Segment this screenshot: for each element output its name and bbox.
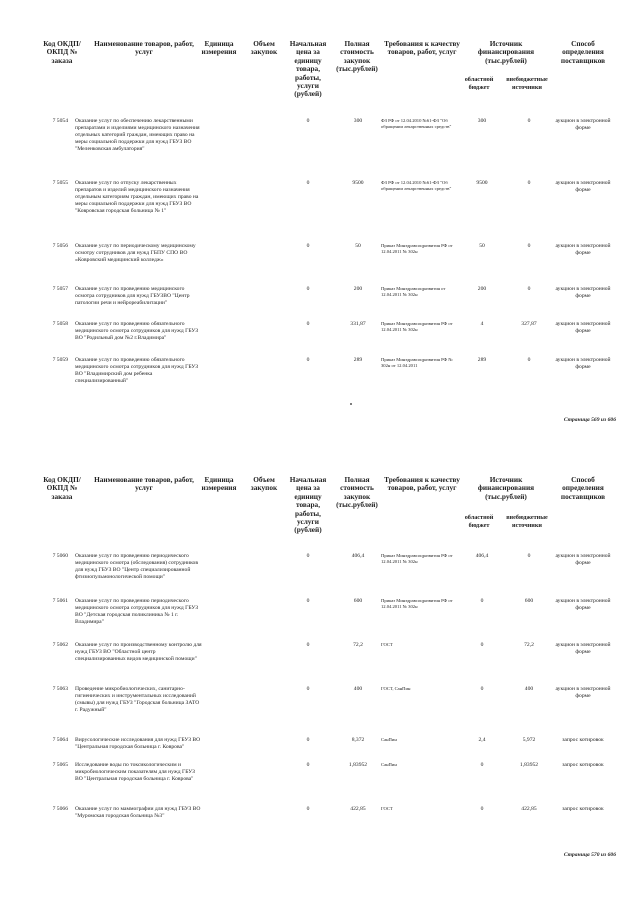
- row-full-cost: 72,2: [353, 642, 363, 648]
- header-name: Наименование товаров, работ, услуг: [94, 39, 194, 57]
- row-start-price: 0: [306, 118, 310, 124]
- row-regional: 2,4: [478, 737, 486, 743]
- row-extra: 1,83952: [519, 762, 539, 768]
- row-regional: 0: [480, 642, 484, 648]
- row-requirements: Приказ Минздравсоцразвития от 12.04.2011 № 302н: [381, 286, 446, 297]
- header-source: Источник финансирования (тыс.рублей): [477, 39, 535, 65]
- row-full-cost: 406,4: [351, 553, 365, 559]
- row-regional: 50: [479, 243, 485, 249]
- row-method: аукцион в электронной форме: [555, 357, 611, 370]
- row-start-price: 0: [306, 686, 310, 692]
- header-requirements: Требования к качеству товаров, работ, услуг: [384, 39, 460, 57]
- row-extra: 0: [527, 118, 531, 124]
- row-extra: 0: [527, 357, 531, 363]
- row-extra: 0: [527, 286, 531, 292]
- row-start-price: 0: [306, 321, 310, 327]
- header-method: Способ определения поставщиков: [560, 39, 606, 65]
- row-name: Исследование воды по токсикологическим и микробиологическим показателям для нужд ГБУЗ ВО "Центральная городская больница г. Коврова": [75, 762, 195, 782]
- row-code: 7 5055: [52, 180, 68, 186]
- row-name: Оказание услуг по проведению периодического медицинского осмотра (обследования) сотрудников для нужд ГБУЗ ВО "Центр специализированной фтизиопульмонологической помощи": [75, 553, 198, 580]
- header-source-extra: внебюджетные источники: [506, 514, 548, 529]
- header-requirements: Требования к качеству товаров, работ, услуг: [384, 475, 460, 493]
- header-volume: Объем закупок: [250, 475, 278, 493]
- row-full-cost: 400: [353, 686, 363, 692]
- header-volume: Объем закупок: [250, 39, 278, 57]
- row-requirements: Приказ Минздравсоцразвития РФ от 12.04.2011 № 302н: [381, 553, 453, 564]
- row-requirements: ФЗ РФ от 12.04.2010 №61-ФЗ "Об обращении лекарственных средств": [381, 180, 452, 191]
- row-code: 7 5066: [52, 806, 68, 812]
- row-name: Оказание услуг по проведению медицинского осмотра сотрудников для нужд ГБУЗВО "Центр патологии речи и нейрореабилитации": [75, 286, 190, 306]
- row-name: Вирусологические исследования для нужд ГБУЗ ВО "Центральная городская больница г. Коврова": [75, 737, 201, 750]
- row-method: аукцион в электронной форме: [555, 553, 611, 566]
- row-name: Оказание услуг по проведению обязательного медицинского осмотра сотрудников для нужд ГБУЗ ВО "Родильный дом №2 г.Владимира": [75, 321, 199, 341]
- header-start-price: Начальная цена за единицу товара, работы, услуги (рублей): [289, 475, 327, 535]
- row-code: 7 5057: [52, 286, 68, 292]
- row-regional: 9500: [476, 180, 488, 186]
- row-requirements: ГОСТ, СанПин: [381, 686, 411, 691]
- row-full-cost: 1,83952: [348, 762, 368, 768]
- row-regional: 406,4: [475, 553, 489, 559]
- header-code: Код ОКДП/ ОКПД № заказа: [43, 475, 81, 501]
- header-source: Источник финансирования (тыс.рублей): [477, 475, 535, 501]
- row-regional: 289: [477, 357, 487, 363]
- row-full-cost: 422,85: [350, 806, 366, 812]
- row-regional: 0: [480, 806, 484, 812]
- row-requirements: Приказ Минздравсоцразвития РФ от 12.04.2011 № 302н: [381, 598, 453, 609]
- row-code: 7 5058: [52, 321, 68, 327]
- row-requirements: ФЗ РФ от 12.04.2010 №61-ФЗ "Об обращении лекарственных средств": [381, 118, 452, 129]
- row-method: запрос котировок: [562, 762, 604, 768]
- row-requirements: ГОСТ: [381, 642, 393, 647]
- row-requirements: Приказ Минздравсоцразвития РФ от 12.04.2011 № 302н: [381, 321, 453, 332]
- row-full-cost: 289: [353, 357, 363, 363]
- row-method: аукцион в электронной форме: [555, 686, 611, 699]
- row-full-cost: 200: [353, 286, 363, 292]
- row-regional: 200: [477, 286, 487, 292]
- row-extra: 0: [527, 243, 531, 249]
- row-code: 7 5063: [52, 686, 68, 692]
- row-extra: 5,972: [522, 737, 536, 743]
- row-method: аукцион в электронной форме: [555, 118, 611, 131]
- header-unit: Единица измерения: [201, 39, 237, 57]
- row-start-price: 0: [306, 357, 310, 363]
- row-regional: 4: [480, 321, 484, 327]
- header-unit: Единица измерения: [201, 475, 237, 493]
- row-method: аукцион в электронной форме: [555, 180, 611, 193]
- row-full-cost: 9500: [352, 180, 364, 186]
- row-extra: 0: [527, 553, 531, 559]
- row-method: аукцион в электронной форме: [555, 598, 611, 611]
- row-method: аукцион в электронной форме: [555, 321, 611, 334]
- row-extra: 72,2: [524, 642, 534, 648]
- row-method: запрос котировок: [562, 737, 604, 743]
- header-source-regional: областной бюджет: [464, 514, 494, 529]
- row-full-cost: 50: [355, 243, 361, 249]
- row-regional: 0: [480, 762, 484, 768]
- header-source-regional: областной бюджет: [464, 76, 494, 91]
- row-start-price: 0: [306, 180, 310, 186]
- row-start-price: 0: [306, 243, 310, 249]
- row-extra: 327,87: [521, 321, 537, 327]
- row-code: 7 5054: [52, 118, 68, 124]
- page-footer: Страница 569 из 606: [563, 417, 616, 423]
- row-name: Оказание услуг по проведению обязательного медицинского осмотра сотрудников для нужд ГБУЗ ВО "Владимирский дом ребенка специализированный": [75, 357, 199, 384]
- header-full-cost: Полная стоимость закупок (тыс.рублей): [336, 475, 378, 510]
- row-name: Оказание услуг по маммографии для нужд ГБУЗ ВО "Муромская городская больница №3": [75, 806, 201, 819]
- row-code: 7 5064: [52, 737, 68, 743]
- row-regional: 300: [477, 118, 487, 124]
- row-requirements: СанПин: [381, 737, 397, 742]
- row-name: Оказание услуг по периодическому медицинскому осмотру сотрудников для нужд ГБПУ СПО ВО «Ковровский медицинский колледж»: [75, 243, 196, 263]
- row-name: Оказание услуг по отпуску лекарственных препаратов и изделий медицинского назначения отдельным категориям граждан, имеющих право на меры социальной поддержки для нужд ГБУЗ ВО "Ковровская городская больница № 1": [75, 180, 199, 214]
- row-start-price: 0: [306, 286, 310, 292]
- row-name: Оказание услуг по производственному контролю для нужд ГБУЗ ВО "Областной центр специализированных видов медицинской помощи": [75, 642, 202, 662]
- row-full-cost: 600: [353, 598, 363, 604]
- row-code: 7 5061: [52, 598, 68, 604]
- row-start-price: 0: [306, 762, 310, 768]
- row-extra: 0: [527, 180, 531, 186]
- row-start-price: 0: [306, 737, 310, 743]
- header-full-cost: Полная стоимость закупок (тыс.рублей): [336, 39, 378, 74]
- row-regional: 0: [480, 598, 484, 604]
- row-requirements: СанПин: [381, 762, 397, 767]
- row-regional: 0: [480, 686, 484, 692]
- row-method: аукцион в электронной форме: [555, 243, 611, 256]
- row-full-cost: 300: [353, 118, 363, 124]
- row-full-cost: 331,87: [350, 321, 366, 327]
- row-code: 7 5059: [52, 357, 68, 363]
- header-start-price: Начальная цена за единицу товара, работы, услуги (рублей): [289, 39, 327, 99]
- row-code: 7 5056: [52, 243, 68, 249]
- row-start-price: 0: [306, 553, 310, 559]
- header-method: Способ определения поставщиков: [560, 475, 606, 501]
- row-extra: 400: [524, 686, 534, 692]
- header-name: Наименование товаров, работ, услуг: [94, 475, 194, 493]
- row-code: 7 5060: [52, 553, 68, 559]
- row-requirements: Приказ Минздравсоцразвития РФ от 12.04.2011 № 302н: [381, 243, 453, 254]
- row-full-cost: 8,372: [351, 737, 365, 743]
- row-start-price: 0: [306, 806, 310, 812]
- row-name: Оказание услуг по обеспечению лекарственными препаратами и изделиями медицинского назначения отдельных категорий граждан, имеющих право на меры социальной поддержки для нужд ГБУЗ ВО "Меленковская амбулатория": [75, 118, 200, 152]
- page-footer: Страница 570 из 606: [563, 852, 616, 858]
- row-extra: 422,85: [521, 806, 537, 812]
- row-start-price: 0: [306, 642, 310, 648]
- row-name: Проведение микробиологических, санитарно-гигиенических и инструментальных исследований (смывы) для нужд ГБУЗ "Городская больница ЗАТО г. Радужный": [75, 686, 200, 713]
- row-start-price: 0: [306, 598, 310, 604]
- row-requirements: ГОСТ: [381, 806, 393, 811]
- row-extra: 600: [524, 598, 534, 604]
- row-requirements: Приказ Минздравсоцразвития РФ № 302н от 12.04.2011: [381, 357, 453, 368]
- row-method: запрос котировок: [562, 806, 604, 812]
- header-code: Код ОКДП/ ОКПД № заказа: [43, 39, 81, 65]
- header-source-extra: внебюджетные источники: [506, 76, 548, 91]
- row-name: Оказание услуг по проведению периодического медицинского осмотра сотрудников для нужд ГБУЗ ВО "Детская городская поликлиника № 1 г. Владимира": [75, 598, 199, 625]
- row-code: 7 5065: [52, 762, 68, 768]
- row-method: аукцион в электронной форме: [555, 642, 611, 655]
- row-method: аукцион в электронной форме: [555, 286, 611, 299]
- row-code: 7 5062: [52, 642, 68, 648]
